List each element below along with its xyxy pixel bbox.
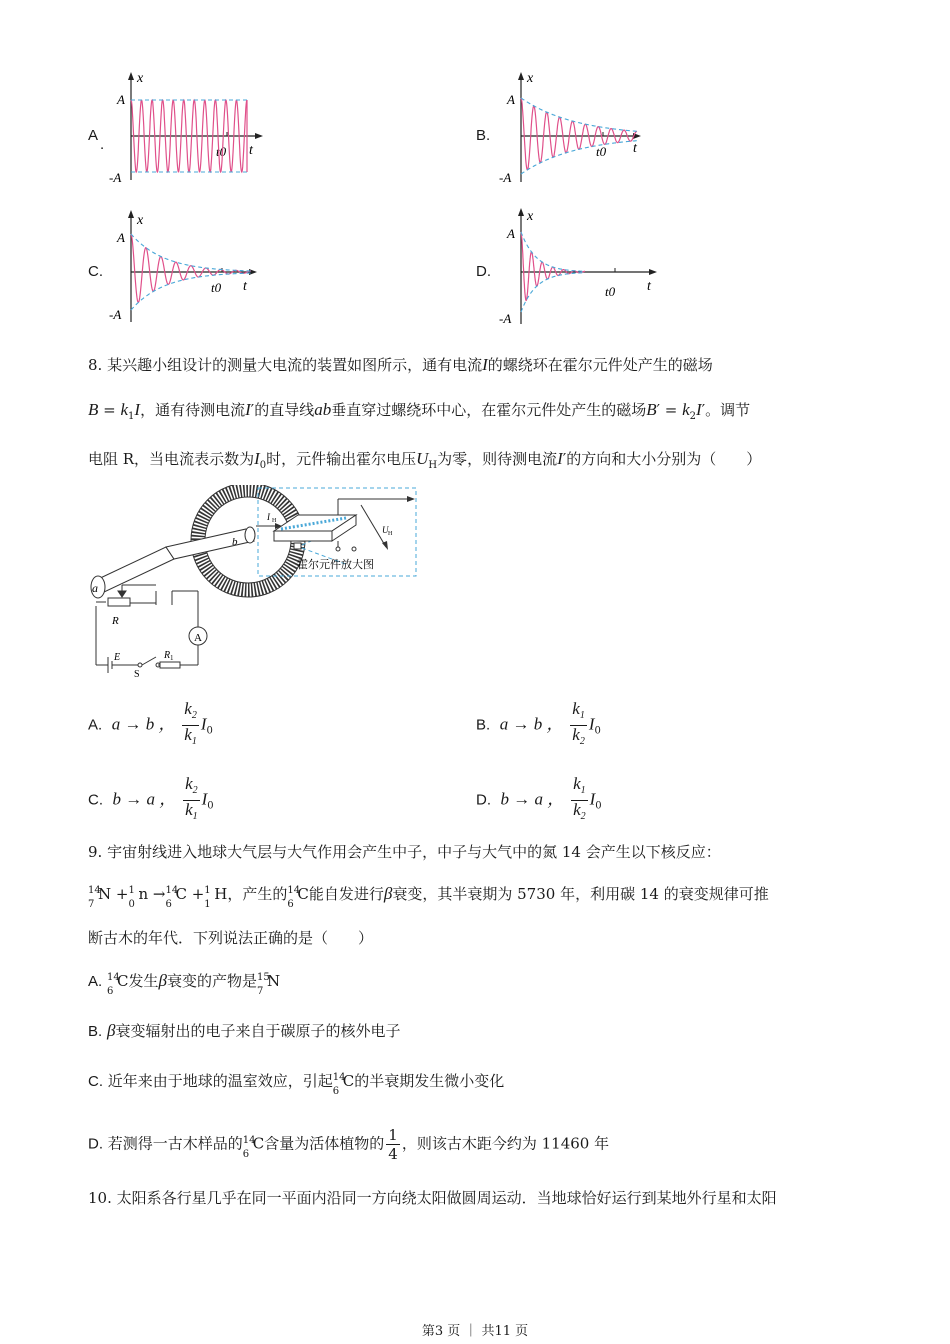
q9-option-b[interactable]: B. β衰变辐射出的电子来自于碳原子的核外电子 bbox=[88, 1021, 401, 1040]
graph-d-axis-x: x bbox=[527, 209, 534, 224]
svg-text:1: 1 bbox=[170, 654, 174, 662]
graph-d-t0: t0 bbox=[605, 284, 616, 299]
envelope-lower bbox=[521, 273, 585, 312]
graph-b-axis-x: x bbox=[527, 71, 534, 86]
svg-text:H: H bbox=[388, 531, 393, 537]
q8-line1: 8. 某兴趣小组设计的测量大电流的装置如图所示，通有电流I的螺绕环在霍尔元件处产生的磁场 bbox=[88, 355, 713, 374]
envelope-upper bbox=[521, 98, 637, 131]
graph-d-axis-t: t bbox=[647, 279, 651, 294]
graph-d-label: D. bbox=[476, 263, 491, 280]
q8-option-d[interactable]: D. b → a ， $\frac{k_1}{k_2}$ $I_0$ bbox=[476, 774, 602, 822]
q8-line2: $B = k_1I$，通有待测电流I′的直导线ab垂直穿过螺绕环中心，在霍尔元件处产生的磁场$B' = k_2I'$。调节 bbox=[88, 400, 751, 422]
hall-element bbox=[294, 543, 301, 549]
q9-option-c[interactable]: C. 近年来由于地球的温室效应，引起 14 6 C的半衰期发生微小变化 bbox=[88, 1072, 505, 1097]
graph-a-dot: . bbox=[100, 136, 105, 153]
graph-d bbox=[495, 206, 665, 330]
q9-option-d[interactable]: D. 若测得一古木样品的 14 6 C含量为活体植物的 $\frac{1}{4}$ ，则该古木距今约为 11460 年 bbox=[88, 1126, 610, 1163]
graph-b-axis-t: t bbox=[633, 141, 637, 156]
label-E: E bbox=[114, 652, 121, 663]
graph-a-axis-t: t bbox=[249, 143, 253, 158]
label-S: S bbox=[134, 669, 140, 680]
graph-c-amp-neg: -A bbox=[109, 307, 122, 322]
label-R1: R bbox=[164, 650, 171, 661]
page-footer: 第3 页 ｜ 共11 页 bbox=[421, 1324, 529, 1339]
label-UH: U bbox=[382, 525, 389, 535]
graph-d-axes bbox=[518, 208, 657, 324]
q8-option-b[interactable]: B. a → b ， $\frac{k_1}{k_2}$ $I_0$ bbox=[476, 699, 601, 747]
graph-b-t0: t0 bbox=[596, 144, 607, 159]
label-IH: I bbox=[267, 512, 270, 522]
graph-a-amp-pos: A bbox=[117, 92, 125, 107]
graph-c-label: C. bbox=[88, 263, 103, 280]
label-R: R bbox=[112, 615, 119, 627]
inset-caption: 霍尔元件放大图 bbox=[297, 558, 374, 571]
q9-line2: 14 7 N + 1 0 n → 14 6 C + 1 1 H，产生的 14 6 C能自发进行β衰变，其半衰期为 5730 年，利用碳 14 的衰变规律可推 bbox=[88, 884, 769, 910]
q8-line3: 电阻 R，当电流表示数为$I_0$时，元件输出霍尔电压$U_H$为零，则待测电流I′的方向和大小分别为（ ） bbox=[88, 449, 762, 471]
q8-option-c[interactable]: C. b → a ， $\frac{k_2}{k_1}$ $I_0$ bbox=[88, 774, 214, 822]
graph-c-axis-x: x bbox=[137, 213, 144, 228]
q9-option-a[interactable]: A. 14 6 C发生β衰变的产物是 15 7 N bbox=[88, 971, 281, 997]
graph-b-label: B. bbox=[476, 127, 491, 144]
graph-a-amp-neg: -A bbox=[109, 170, 122, 185]
label-ammeter: A bbox=[194, 632, 202, 644]
graph-a bbox=[105, 70, 270, 190]
graph-b bbox=[495, 70, 655, 190]
oscillation-curve bbox=[521, 98, 637, 170]
q8-figure bbox=[86, 485, 426, 680]
graph-b-amp-neg: -A bbox=[499, 170, 512, 185]
graph-d-amp-neg: -A bbox=[499, 311, 512, 326]
circuit bbox=[96, 585, 198, 673]
oscillation-curve bbox=[521, 232, 585, 300]
envelope-upper bbox=[521, 232, 585, 271]
q8-option-a[interactable]: A. a → b ， $\frac{k_2}{k_1}$ $I_0$ bbox=[88, 699, 213, 747]
inset-hall bbox=[256, 496, 415, 551]
graph-c-axis-t: t bbox=[243, 279, 247, 294]
label-b: b bbox=[232, 536, 238, 548]
q9-line3: 断古木的年代．下列说法正确的是（ ） bbox=[88, 929, 374, 947]
graph-a-axis-x: x bbox=[137, 71, 144, 86]
q10-line1: 10. 太阳系各行星几乎在同一平面内沿同一方向绕太阳做圆周运动．当地球恰好运行到某地外行星和太阳 bbox=[88, 1189, 777, 1207]
graph-c bbox=[105, 208, 270, 328]
graph-a-label: A bbox=[88, 127, 99, 144]
graph-c-t0: t0 bbox=[211, 280, 222, 295]
graph-a-t0: t0 bbox=[216, 144, 227, 159]
graph-c-amp-pos: A bbox=[117, 230, 125, 245]
graph-b-amp-pos: A bbox=[507, 92, 515, 107]
graph-d-amp-pos: A bbox=[507, 226, 515, 241]
svg-text:H: H bbox=[272, 518, 277, 524]
label-a: a bbox=[92, 581, 98, 595]
q9-line1: 9. 宇宙射线进入地球大气层与大气作用会产生中子，中子与大气中的氮 14 会产生以下核反应： bbox=[88, 843, 721, 861]
envelope-lower bbox=[131, 273, 251, 310]
oscillation-curve bbox=[131, 234, 251, 302]
